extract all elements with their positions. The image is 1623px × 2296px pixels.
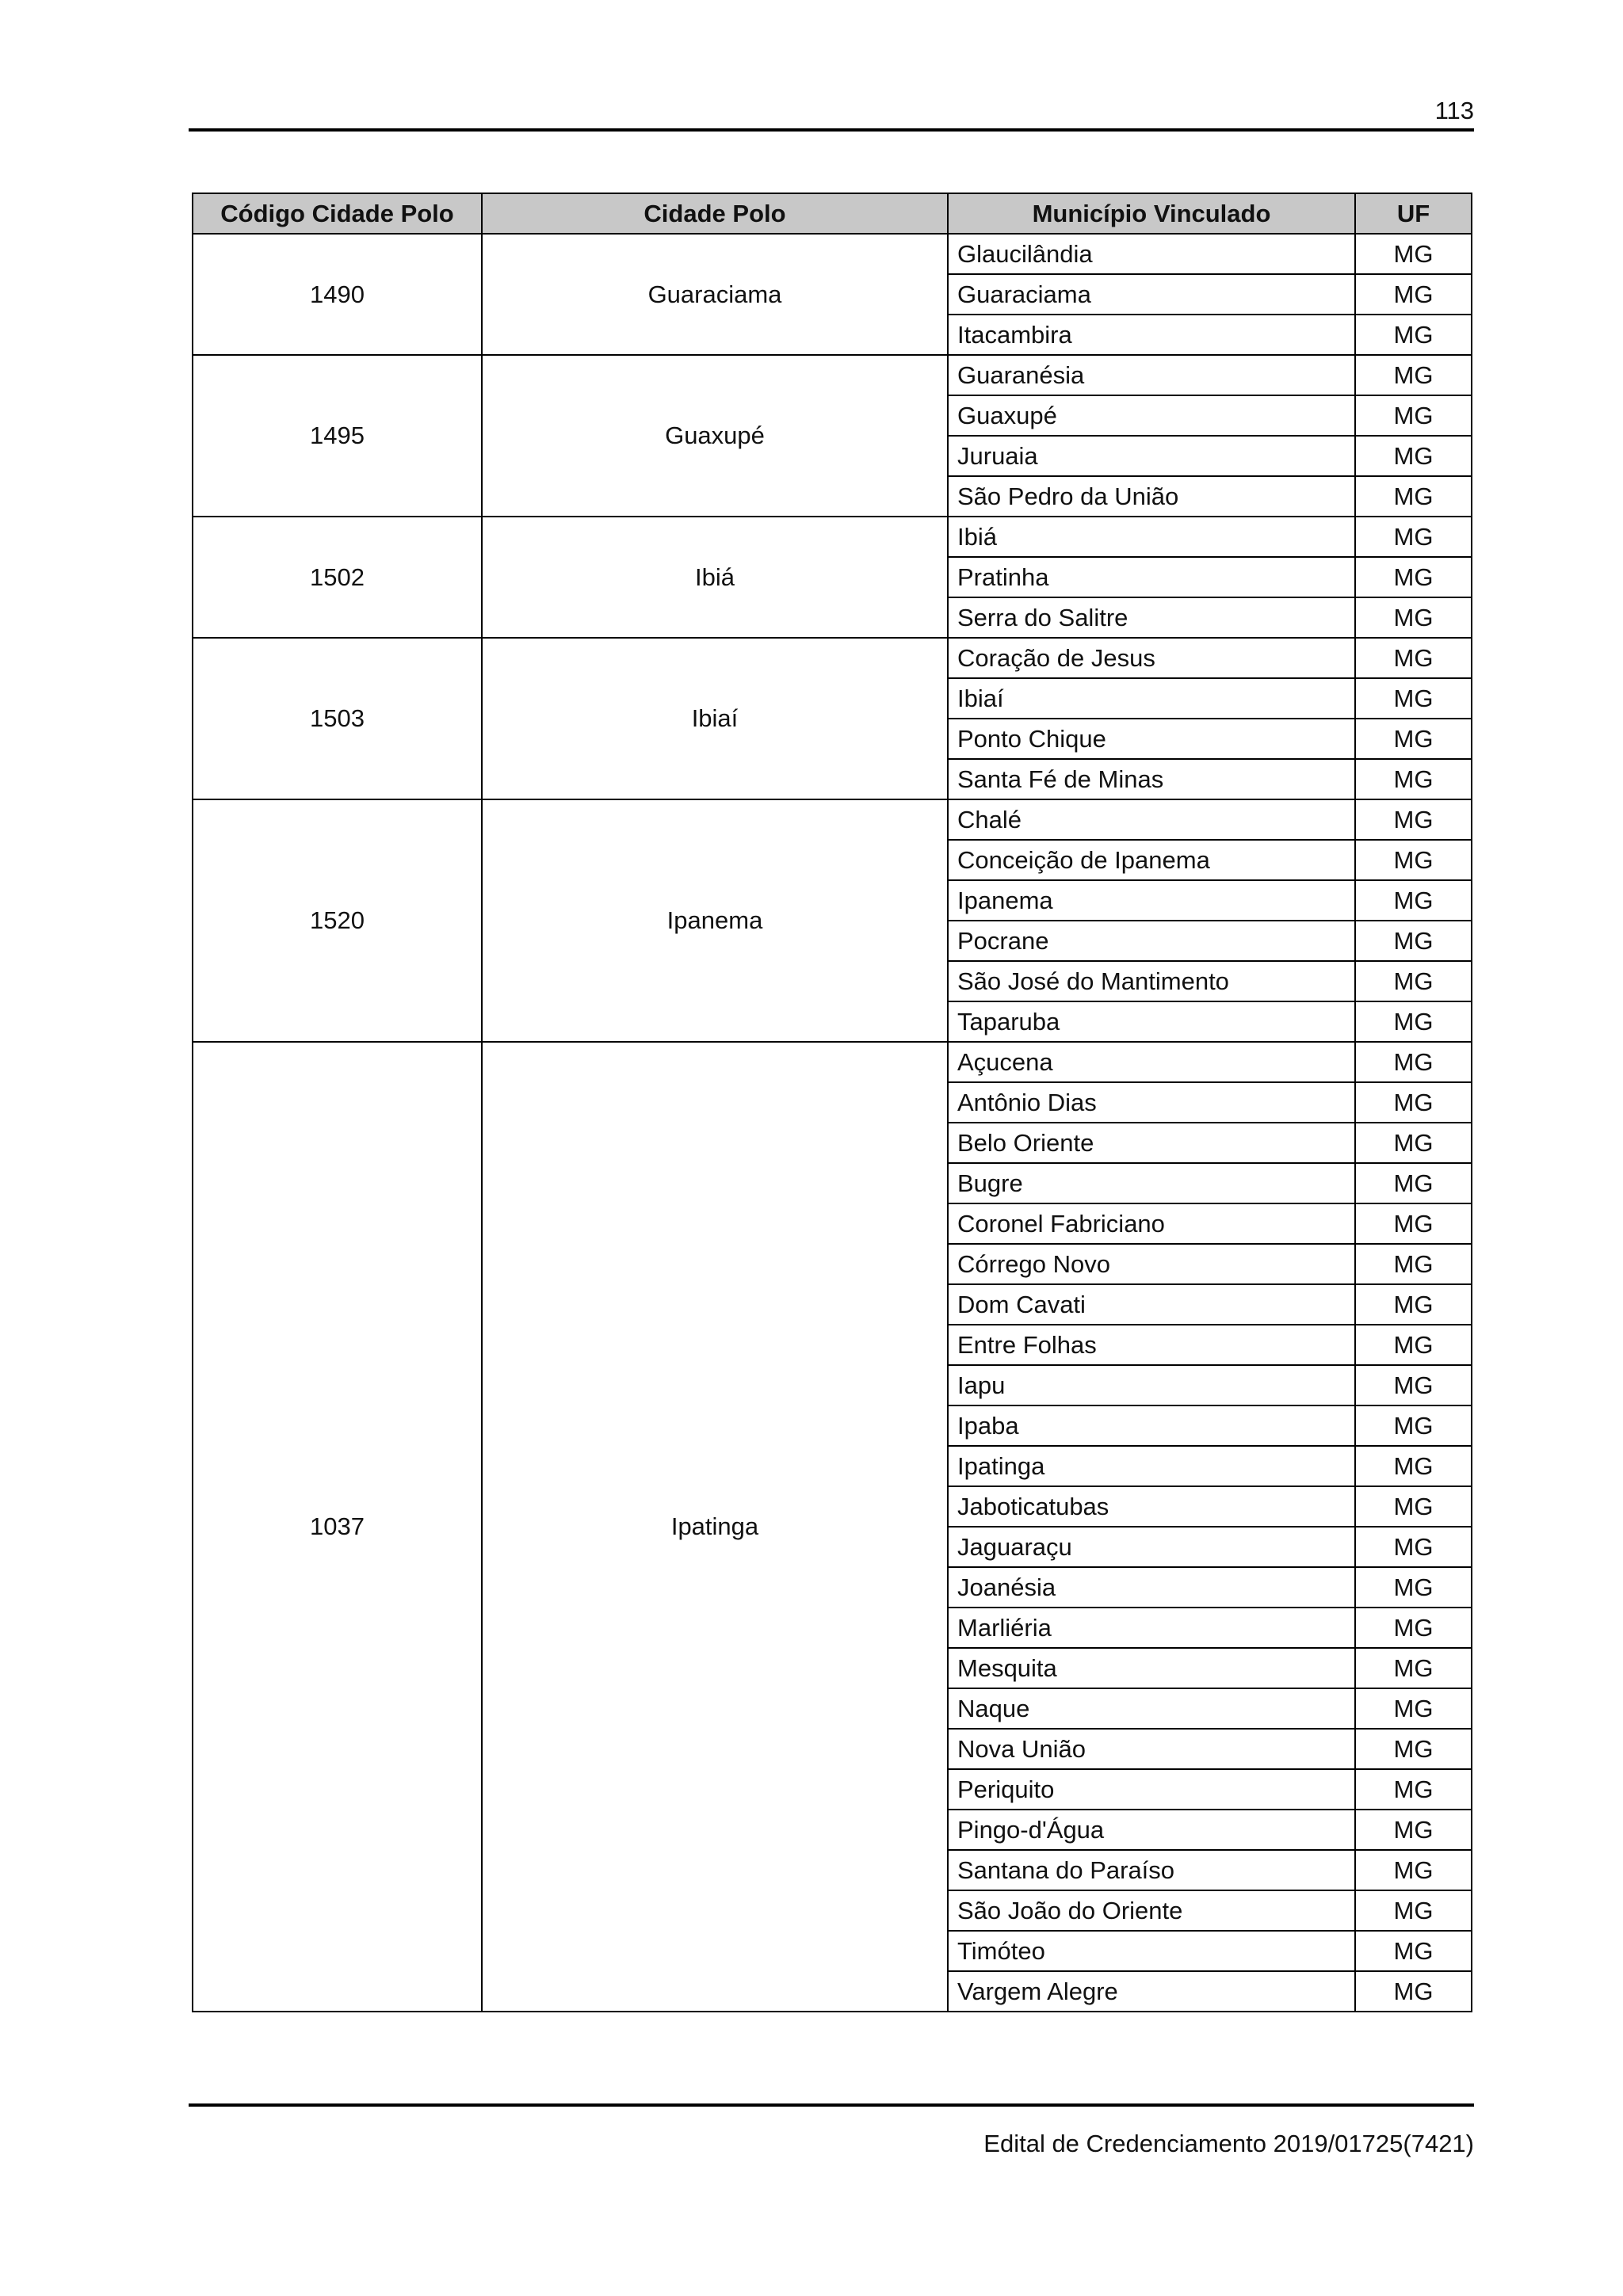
- municipio-vinculado-cell: Taparuba: [948, 1001, 1355, 1042]
- municipio-vinculado-cell: Vargem Alegre: [948, 1971, 1355, 2012]
- uf-cell: MG: [1355, 476, 1472, 517]
- municipio-vinculado-cell: Guaraciama: [948, 274, 1355, 315]
- municipio-vinculado-cell: Nova União: [948, 1729, 1355, 1769]
- municipio-vinculado-cell: Serra do Salitre: [948, 597, 1355, 638]
- uf-cell: MG: [1355, 799, 1472, 840]
- uf-cell: MG: [1355, 840, 1472, 880]
- uf-cell: MG: [1355, 1001, 1472, 1042]
- municipio-vinculado-cell: Marliéria: [948, 1608, 1355, 1648]
- municipio-vinculado-cell: Guaranésia: [948, 355, 1355, 395]
- uf-cell: MG: [1355, 315, 1472, 355]
- uf-cell: MG: [1355, 1082, 1472, 1123]
- municipio-vinculado-cell: Periquito: [948, 1769, 1355, 1810]
- page-number: 113: [1434, 97, 1474, 124]
- municipio-vinculado-cell: Mesquita: [948, 1648, 1355, 1688]
- municipio-vinculado-cell: Ipaba: [948, 1405, 1355, 1446]
- municipio-vinculado-cell: Entre Folhas: [948, 1325, 1355, 1365]
- municipio-vinculado-cell: Joanésia: [948, 1567, 1355, 1608]
- uf-cell: MG: [1355, 1486, 1472, 1527]
- municipio-vinculado-cell: Belo Oriente: [948, 1123, 1355, 1163]
- cidade-polo-cell: Ipatinga: [482, 1042, 948, 2012]
- polo-table: [192, 193, 1472, 2012]
- uf-cell: MG: [1355, 436, 1472, 476]
- header-municipio: Município Vinculado: [948, 193, 1355, 234]
- uf-cell: MG: [1355, 961, 1472, 1001]
- municipio-vinculado-cell: Ibiá: [948, 517, 1355, 557]
- municipio-vinculado-cell: São José do Mantimento: [948, 961, 1355, 1001]
- municipio-vinculado-cell: Glaucilândia: [948, 234, 1355, 274]
- codigo-cidade-polo-cell: 1037: [193, 1042, 482, 2012]
- uf-cell: MG: [1355, 1244, 1472, 1284]
- uf-cell: MG: [1355, 1042, 1472, 1082]
- municipio-vinculado-cell: São João do Oriente: [948, 1890, 1355, 1931]
- uf-cell: MG: [1355, 719, 1472, 759]
- uf-cell: MG: [1355, 274, 1472, 315]
- table-row: [193, 517, 1472, 557]
- municipio-vinculado-cell: Itacambira: [948, 315, 1355, 355]
- table-body: [193, 234, 1472, 2012]
- uf-cell: MG: [1355, 759, 1472, 799]
- uf-cell: MG: [1355, 1163, 1472, 1203]
- cidade-polo-cell: Guaraciama: [482, 234, 948, 355]
- codigo-cidade-polo-cell: 1502: [193, 517, 482, 638]
- uf-cell: MG: [1355, 1810, 1472, 1850]
- municipio-vinculado-cell: Timóteo: [948, 1931, 1355, 1971]
- uf-cell: MG: [1355, 1648, 1472, 1688]
- uf-cell: MG: [1355, 921, 1472, 961]
- municipio-vinculado-cell: Coronel Fabriciano: [948, 1203, 1355, 1244]
- municipio-vinculado-cell: Pratinha: [948, 557, 1355, 597]
- uf-cell: MG: [1355, 557, 1472, 597]
- uf-cell: MG: [1355, 1729, 1472, 1769]
- municipio-vinculado-cell: Antônio Dias: [948, 1082, 1355, 1123]
- uf-cell: MG: [1355, 1203, 1472, 1244]
- polo-table-container: [192, 193, 1471, 2012]
- codigo-cidade-polo-cell: 1520: [193, 799, 482, 1042]
- municipio-vinculado-cell: Naque: [948, 1688, 1355, 1729]
- municipio-vinculado-cell: Jaboticatubas: [948, 1486, 1355, 1527]
- footer-text: Edital de Credenciamento 2019/01725(7421): [983, 2130, 1474, 2157]
- uf-cell: MG: [1355, 234, 1472, 274]
- header-rule: [189, 128, 1474, 132]
- cidade-polo-cell: Ibiaí: [482, 638, 948, 799]
- header-codigo: Código Cidade Polo: [193, 193, 482, 234]
- table-row: [193, 234, 1472, 274]
- municipio-vinculado-cell: Ponto Chique: [948, 719, 1355, 759]
- uf-cell: MG: [1355, 880, 1472, 921]
- uf-cell: MG: [1355, 1890, 1472, 1931]
- municipio-vinculado-cell: Guaxupé: [948, 395, 1355, 436]
- uf-cell: MG: [1355, 638, 1472, 678]
- uf-cell: MG: [1355, 355, 1472, 395]
- uf-cell: MG: [1355, 678, 1472, 719]
- municipio-vinculado-cell: Ibiaí: [948, 678, 1355, 719]
- uf-cell: MG: [1355, 1325, 1472, 1365]
- uf-cell: MG: [1355, 1123, 1472, 1163]
- codigo-cidade-polo-cell: 1495: [193, 355, 482, 517]
- municipio-vinculado-cell: Pingo-d'Água: [948, 1810, 1355, 1850]
- municipio-vinculado-cell: Juruaia: [948, 436, 1355, 476]
- municipio-vinculado-cell: Ipanema: [948, 880, 1355, 921]
- municipio-vinculado-cell: Santana do Paraíso: [948, 1850, 1355, 1890]
- uf-cell: MG: [1355, 1365, 1472, 1405]
- uf-cell: MG: [1355, 1608, 1472, 1648]
- uf-cell: MG: [1355, 517, 1472, 557]
- municipio-vinculado-cell: Conceição de Ipanema: [948, 840, 1355, 880]
- municipio-vinculado-cell: Ipatinga: [948, 1446, 1355, 1486]
- uf-cell: MG: [1355, 1446, 1472, 1486]
- cidade-polo-cell: Guaxupé: [482, 355, 948, 517]
- uf-cell: MG: [1355, 1971, 1472, 2012]
- municipio-vinculado-cell: Jaguaraçu: [948, 1527, 1355, 1567]
- uf-cell: MG: [1355, 1527, 1472, 1567]
- uf-cell: MG: [1355, 1769, 1472, 1810]
- uf-cell: MG: [1355, 395, 1472, 436]
- table-row: [193, 355, 1472, 395]
- uf-cell: MG: [1355, 597, 1472, 638]
- municipio-vinculado-cell: Bugre: [948, 1163, 1355, 1203]
- municipio-vinculado-cell: Iapu: [948, 1365, 1355, 1405]
- table-row: [193, 638, 1472, 678]
- codigo-cidade-polo-cell: 1503: [193, 638, 482, 799]
- header-uf: UF: [1355, 193, 1472, 234]
- uf-cell: MG: [1355, 1567, 1472, 1608]
- cidade-polo-cell: Ibiá: [482, 517, 948, 638]
- municipio-vinculado-cell: Pocrane: [948, 921, 1355, 961]
- table-row: [193, 1042, 1472, 1082]
- uf-cell: MG: [1355, 1405, 1472, 1446]
- header-cidade-polo: Cidade Polo: [482, 193, 948, 234]
- table-row: [193, 799, 1472, 840]
- municipio-vinculado-cell: Dom Cavati: [948, 1284, 1355, 1325]
- municipio-vinculado-cell: Chalé: [948, 799, 1355, 840]
- municipio-vinculado-cell: Coração de Jesus: [948, 638, 1355, 678]
- municipio-vinculado-cell: Córrego Novo: [948, 1244, 1355, 1284]
- municipio-vinculado-cell: Santa Fé de Minas: [948, 759, 1355, 799]
- uf-cell: MG: [1355, 1688, 1472, 1729]
- municipio-vinculado-cell: Açucena: [948, 1042, 1355, 1082]
- footer-rule: [189, 2103, 1474, 2107]
- municipio-vinculado-cell: São Pedro da União: [948, 476, 1355, 517]
- uf-cell: MG: [1355, 1850, 1472, 1890]
- codigo-cidade-polo-cell: 1490: [193, 234, 482, 355]
- uf-cell: MG: [1355, 1284, 1472, 1325]
- table-header-row: [193, 193, 1472, 234]
- cidade-polo-cell: Ipanema: [482, 799, 948, 1042]
- uf-cell: MG: [1355, 1931, 1472, 1971]
